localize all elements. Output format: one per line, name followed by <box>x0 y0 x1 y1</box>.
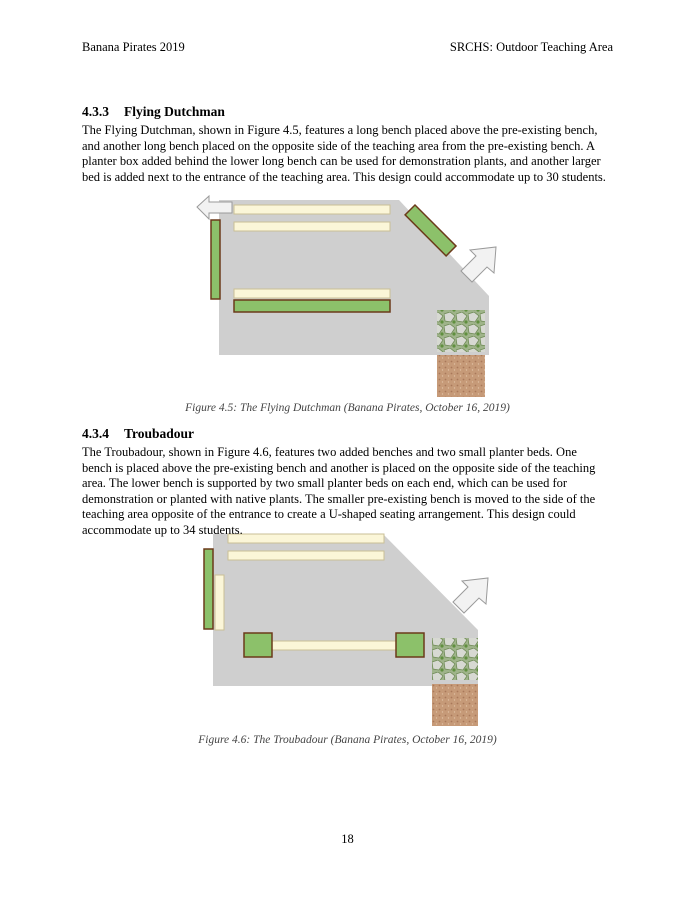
section-number: 4.3.4 <box>82 426 109 441</box>
paragraph-line: and another long bench placed on the opposite side of the teaching area from the pre-existing bench. A <box>82 138 596 153</box>
soil-swatch <box>437 355 485 397</box>
paragraph-line: accommodate up to 34 students. <box>82 522 243 537</box>
soil-swatch <box>432 684 478 726</box>
bench-side <box>215 575 224 630</box>
section-paragraph <box>82 445 614 539</box>
long-bench-top <box>234 205 390 214</box>
pavers-swatch <box>437 310 485 352</box>
header-left: Banana Pirates 2019 <box>82 40 185 54</box>
planter-bed-right <box>396 633 424 657</box>
bench-pre-existing <box>228 551 384 560</box>
planter-side <box>204 549 213 629</box>
section-heading <box>82 426 614 442</box>
paragraph-line: The Flying Dutchman, shown in Figure 4.5, features a long bench placed above the pre-existing bench, <box>82 123 598 137</box>
entrance-arrow-icon <box>453 578 488 613</box>
section-number: 4.3.3 <box>82 104 109 119</box>
entrance-arrow-icon <box>461 247 496 282</box>
long-bench-lower <box>234 289 390 298</box>
paragraph-line: area. The lower bench is supported by two small planter beds on each end, which can be used for <box>82 476 568 491</box>
paragraph-line: The Troubadour, shown in Figure 4.6, features two added benches and two small planter beds. One <box>82 445 577 459</box>
pavers-swatch <box>432 638 478 680</box>
paragraph-line: demonstration or planted with native plants. The smaller pre-existing bench is moved to the side of the <box>82 491 596 506</box>
section-title: Troubadour <box>124 426 195 441</box>
page-number: 18 <box>341 832 354 846</box>
section-title: Flying Dutchman <box>124 104 225 119</box>
figure-caption: Figure 4.6: The Troubadour (Banana Pirates, October 16, 2019) <box>198 734 497 746</box>
figure-caption: Figure 4.5: The Flying Dutchman (Banana Pirates, October 16, 2019) <box>185 402 510 414</box>
planter-side <box>211 220 220 299</box>
paragraph-line: planter box added behind the lower long bench can be used for demonstration plants, and another larger <box>82 154 601 169</box>
planter-bed-left <box>244 633 272 657</box>
header-right: SRCHS: Outdoor Teaching Area <box>449 40 613 54</box>
bench-lower <box>272 641 396 650</box>
paragraph-line: bed is added next to the entrance of the teaching area. This design could accommodate up to 30 students. <box>82 169 606 184</box>
bench-pre-existing <box>234 222 390 231</box>
paragraph-line: bench is placed above the pre-existing bench and another is placed on the opposite side of the teaching <box>82 460 596 475</box>
section-troubadour <box>82 426 614 539</box>
planter-box-lower <box>234 300 390 312</box>
paragraph-line: teaching area opposite of the entrance to create a U-shaped seating arrangement. This design could <box>82 507 576 522</box>
